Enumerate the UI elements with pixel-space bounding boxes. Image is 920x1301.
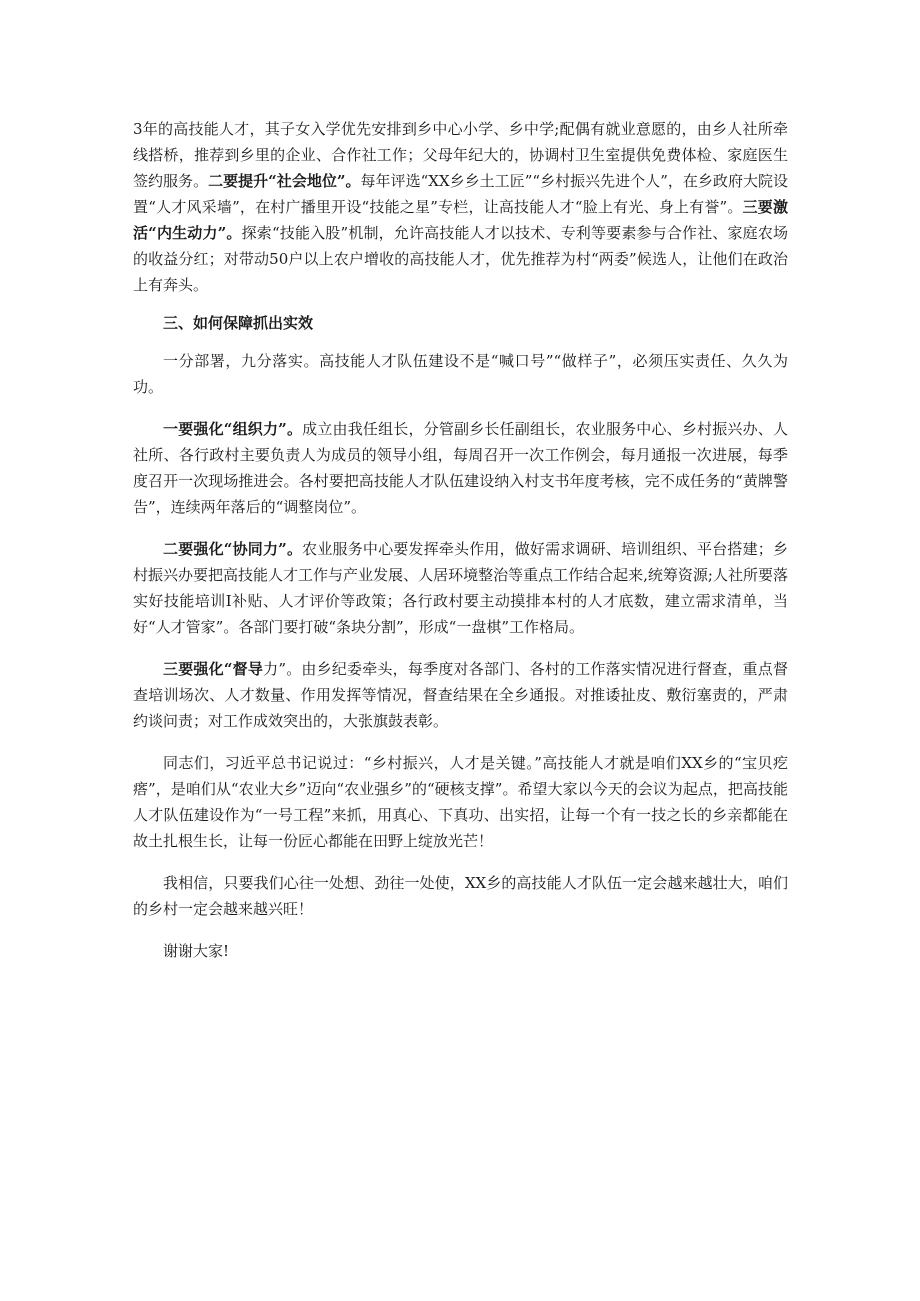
paragraph-thanks: 谢谢大家!: [163, 942, 230, 960]
text-run: 3年的高技能人才，其子女入学优先安排到乡中心小学、乡中学;配偶有就业意愿的，由乡人社所牵线搭桥，推荐到乡里的企业、合作社工作；父母年纪大的，协调村卫生室提供免费体检、家庭医生签约服务。: [133, 120, 788, 190]
text-run: 探索“技能入股”机制，允许高技能人才以技术、专利等要素参与合作社、家庭农场的收益分红；对带动50户以上农户增收的高技能人才，优先推荐为村“两委”候选人，让他们在政治上有奔头。: [133, 224, 788, 294]
document-page: [133, 116, 788, 980]
paragraph-coordination: [133, 536, 788, 640]
paragraph-belief: 我相信，只要我们心往一处想、劲往一处使，XX乡的高技能人才队伍一定会越来越壮大，咱们的乡村一定会越来越兴旺！: [133, 874, 788, 918]
section-heading-3: 三、如何保障抓出实效: [163, 314, 314, 332]
text-run: 成立由我任组长，分管副乡长任副组长，农业服务中心、乡村振兴办、人社所、各行政村主要负责人为成员的领导小组，每周召开一次工作例会，每月通报一次进展，每季度召开一次现场推进会。各村要把高技能人才队伍建设纳入村支书年度考核，完不成任务的“黄牌警告”，连续两年落后的“调整岗位”。: [133, 420, 788, 516]
paragraph-continuation: [133, 116, 788, 298]
text-run: 农业服务中心要发挥牵头作用，做好需求调研、培训组织、平台搭建；乡村振兴办要把高技能人才工作与产业发展、人居环境整治等重点工作结合起来,统筹资源;人社所要落实好技能培训I补贴、人才评价等政策；各行政村要主动摸排本村的人才底数，建立需求清单，当好“人才管家”。各部门要打破“条块分割”，形成“一盘棋”工作格局。: [133, 540, 788, 636]
text-run: 力”。由乡纪委牵头，每季度对各部门、各村的工作落实情况进行督查，重点督查培训场次、人才数量、作用发挥等情况，督查结果在全乡通报。对推诿扯皮、敷衍塞责的，严肃约谈问责；对工作成效突出的，大张旗鼓表彰。: [133, 660, 788, 730]
paragraph-organization: [133, 416, 788, 520]
paragraph-intro: 一分部署，九分落实。高技能人才队伍建设不是“喊口号”“做样子”，必须压实责任、久久为功。: [133, 352, 788, 396]
paragraph-comrades: 同志们，习近平总书记说过：“乡村振兴，人才是关键。”高技能人才就是咱们XX乡的“宝贝疙瘩”，是咱们从“农业大乡”迈向“农业强乡”的“硬核支撑”。希望大家以今天的会议为起点，把高技能人才队伍建设作为“一号工程”来抓，用真心、下真功、出实招，让每一个有一技之长的乡亲都能在故土扎根生长，让每一份匠心都能在田野上绽放光芒！: [133, 754, 788, 850]
bold-lead-social-status: 二要提升“社会地位”。: [208, 172, 361, 190]
bold-lead-organization: 一要强化“组织力”。: [163, 420, 303, 438]
paragraph-supervision: [133, 656, 788, 734]
bold-lead-coordination: 二要强化“协同力”。: [163, 540, 303, 558]
bold-lead-inner-motivation: 三要激活“内生动力”。: [133, 198, 788, 242]
text-run: 每年评选“XX乡乡土工匠”“乡村振兴先进个人”，在乡政府大院设置“人才风采墙”，在村广播里开设“技能之星”专栏，让高技能人才“脸上有光、身上有誉”。: [133, 172, 788, 216]
bold-lead-supervision: 三要强化“督导: [163, 660, 264, 678]
